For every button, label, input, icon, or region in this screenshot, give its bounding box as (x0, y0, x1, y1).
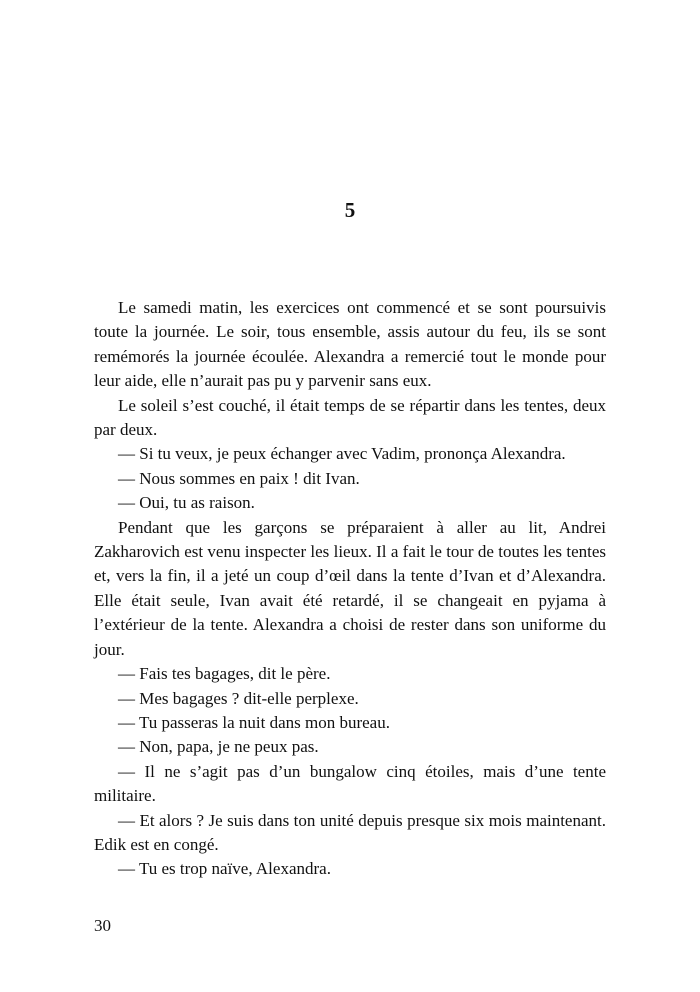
dialogue-line: — Fais tes bagages, dit le père. (118, 664, 331, 684)
dialogue-line: — Non, papa, je ne peux pas. (118, 737, 319, 757)
paragraph: Le samedi matin, les exercices ont commencé et se sont poursuivis toute la journée. Le soir, tous ensemble, assis autour du feu, ils se sont remémorés la journée écoulée. Alexandra a remercié tout le monde pour leur aide, elle n’aurait pas pu y parvenir sans eux. (94, 298, 606, 391)
dialogue-line: — Il ne s’agit pas d’un bungalow cinq étoiles, mais d’une tente militaire. (94, 761, 606, 806)
page-number: 30 (94, 916, 111, 935)
dialogue-line: — Si tu veux, je peux échanger avec Vadim, prononça Alexandra. (118, 444, 566, 464)
dialogue-line: — Mes bagages ? dit-elle perplexe. (118, 688, 359, 708)
paragraph: Le soleil s’est couché, il était temps de se répartir dans les tentes, deux par deux. (94, 395, 606, 440)
dialogue-line: — Tu es trop naïve, Alexandra. (118, 859, 331, 879)
dialogue-line: — Et alors ? Je suis dans ton unité depuis presque six mois maintenant. Edik est en congé. (94, 810, 606, 854)
paragraph: Pendant que les garçons se préparaient à aller au lit, Andrei Zakharovich est venu inspecter les lieux. Il a fait le tour de toutes les tentes et, vers la fin, il a jeté un coup d’œil dans la tente d’Ivan et d’Alexandra. Elle était seule, Ivan avait été retardé, il se changeait en pyjama à l’extérieur de la tente. Alexandra a choisi de rester dans son uniforme du jour. (94, 517, 606, 659)
dialogue-line: — Nous sommes en paix ! dit Ivan. (118, 468, 360, 488)
dialogue-line: — Oui, tu as raison. (118, 493, 255, 513)
chapter-number: 5 (344, 198, 356, 222)
chapter-body (94, 296, 606, 882)
dialogue-line: — Tu passeras la nuit dans mon bureau. (118, 712, 390, 732)
